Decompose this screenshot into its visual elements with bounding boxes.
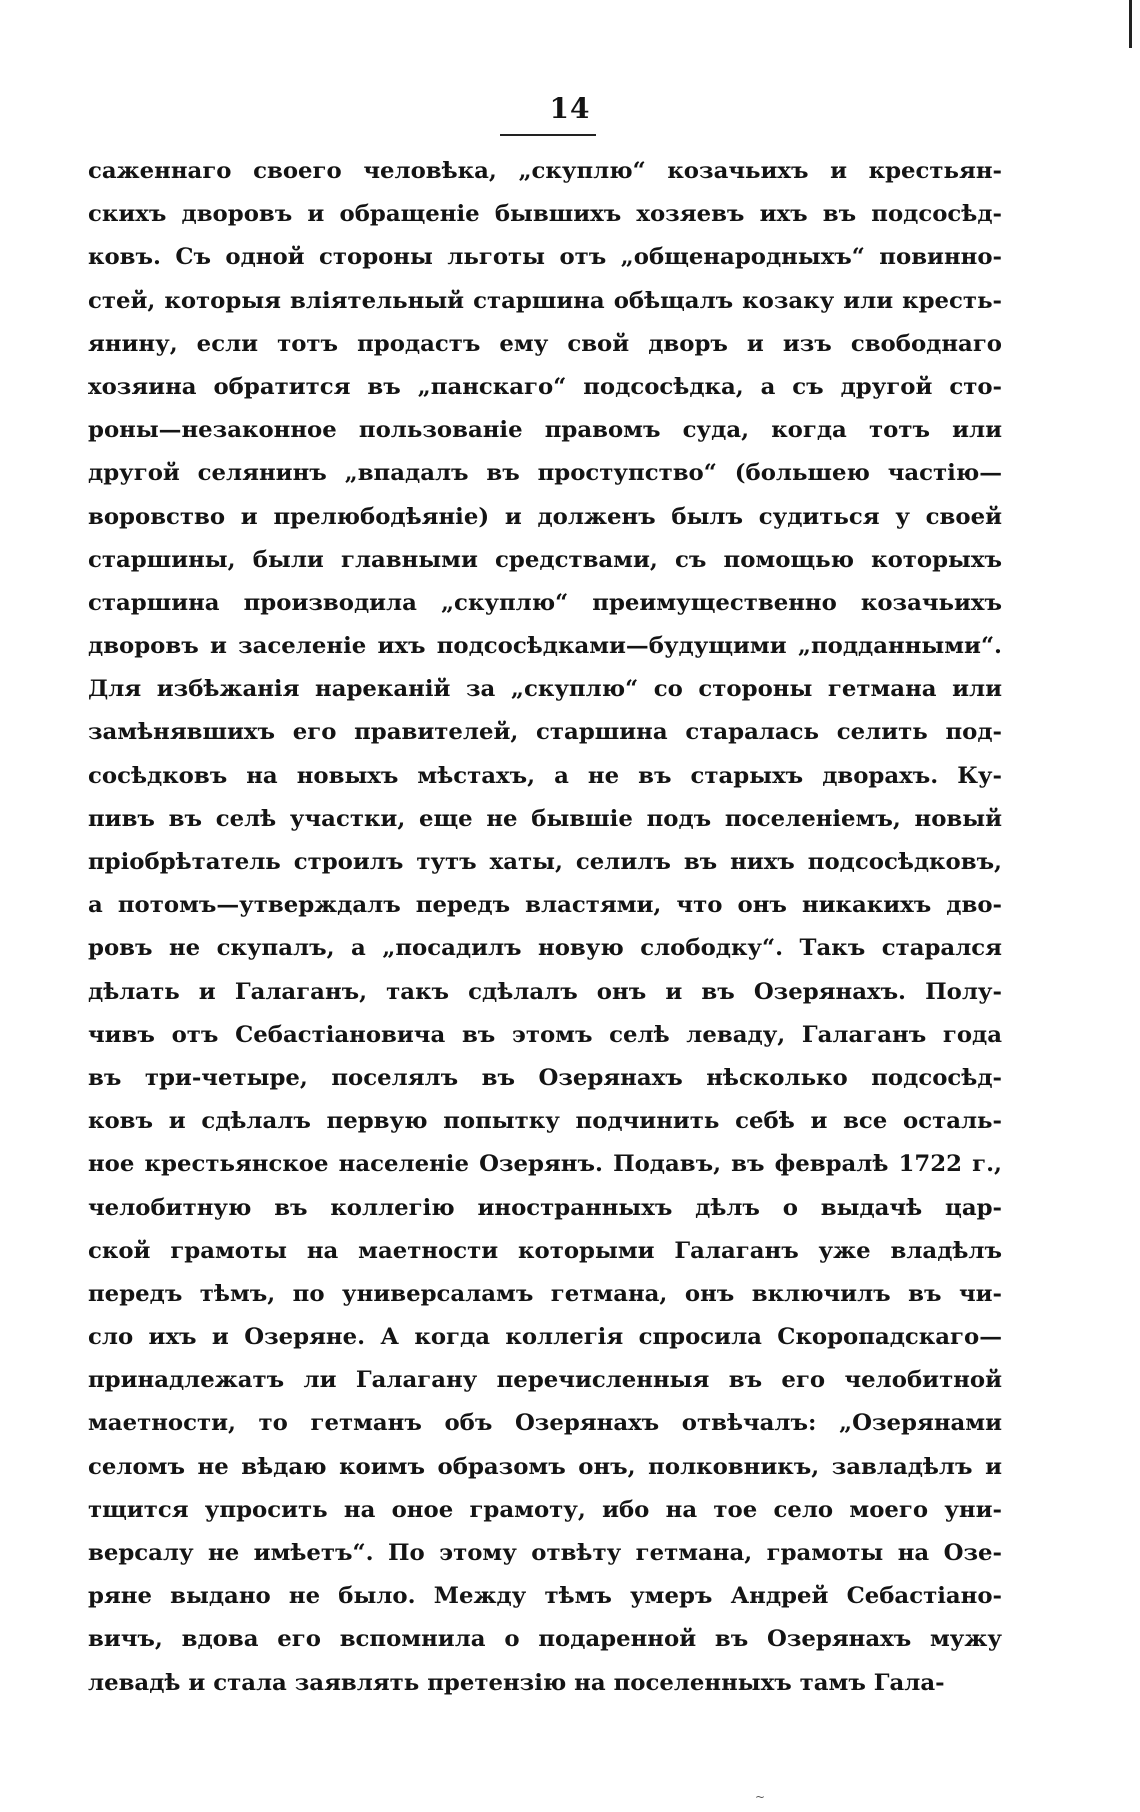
text-line: ковъ и сдѣлалъ первую попытку подчинить себѣ и все осталь- <box>88 1108 1002 1135</box>
text-line: чивъ отъ Себастіановича въ этомъ селѣ леваду, Галаганъ года <box>88 1021 1002 1048</box>
footer-mark: ~ <box>755 1790 766 1804</box>
text-line: другой селянинъ „впадалъ въ проступство“ (большею частію— <box>88 460 1002 487</box>
text-line: старшина производила „скуплю“ преимущественно козачьихъ <box>88 589 1002 616</box>
page-number-rule <box>500 134 596 136</box>
text-line: передъ тѣмъ, по универсаламъ гетмана, онъ включилъ въ чи- <box>88 1280 1002 1307</box>
text-line: пивъ въ селѣ участки, еще не бывшіе подъ поселеніемъ, новый <box>88 805 1002 832</box>
text-line: версалу не имѣетъ“. По этому отвѣту гетмана, грамоты на Озе- <box>88 1540 1002 1566</box>
text-line: хозяина обратится въ „панскаго“ подсосѣдка, а съ другой сто- <box>88 373 1002 400</box>
text-line: ное крестьянское населеніе Озерянъ. Подавъ, въ февралѣ 1722 г., <box>88 1151 1002 1178</box>
text-line: а потомъ—утверждалъ передъ властями, что онъ никакихъ дво- <box>88 892 1002 919</box>
text-line: сосѣдковъ на новыхъ мѣстахъ, а не въ старыхъ дворахъ. Ку- <box>88 762 1002 789</box>
text-line: левадѣ и стала заявлять претензію на поселенныхъ тамъ Гала- <box>88 1669 945 1696</box>
text-line: дѣлать и Галаганъ, такъ сдѣлалъ онъ и въ Озерянахъ. Полу- <box>88 978 1002 1005</box>
body-text <box>88 150 1002 1705</box>
text-line: челобитную въ коллегію иностранныхъ дѣлъ о выдачѣ цар- <box>88 1194 1002 1221</box>
text-line: замѣнявшихъ его правителей, старшина старалась селить под- <box>88 719 1002 746</box>
page-number: 14 <box>549 92 591 125</box>
text-line: роны—незаконное пользованіе правомъ суда, когда тотъ или <box>88 417 1002 444</box>
text-line: тщится упросить на оное грамоту, ибо на тое село моего уни- <box>88 1496 1002 1523</box>
text-line: саженнаго своего человѣка, „скуплю“ козачьихъ и крестьян- <box>88 158 1002 184</box>
text-line: скихъ дворовъ и обращеніе бывшихъ хозяевъ ихъ въ подсосѣд- <box>88 201 1002 228</box>
text-line: стей, которыя вліятельный старшина обѣщалъ козаку или кресть- <box>88 287 1002 314</box>
text-line: въ три-четыре, поселялъ въ Озерянахъ нѣсколько подсосѣд- <box>88 1064 1002 1091</box>
page-edge-mark <box>1129 0 1132 48</box>
text-line: Для избѣжанія нареканій за „скуплю“ со стороны гетмана или <box>88 676 1002 703</box>
text-line: ской грамоты на маетности которыми Галаганъ уже владѣлъ <box>88 1237 1002 1264</box>
text-line: старшины, были главными средствами, съ помощью которыхъ <box>88 546 1002 573</box>
text-line: дворовъ и заселеніе ихъ подсосѣдками—будущими „подданными“. <box>88 633 1002 660</box>
text-line: ровъ не скупалъ, а „посадилъ новую слободку“. Такъ старался <box>88 935 1002 962</box>
text-line: янину, если тотъ продастъ ему свой дворъ и изъ свободнаго <box>88 330 1002 357</box>
text-line: ряне выдано не было. Между тѣмъ умеръ Андрей Себастіано- <box>88 1583 1002 1610</box>
text-line: ковъ. Съ одной стороны льготы отъ „общенародныхъ“ повинно- <box>88 244 1002 271</box>
text-line: селомъ не вѣдаю коимъ образомъ онъ, полковникъ, завладѣлъ и <box>88 1453 1002 1480</box>
text-line: маетности, то гетманъ объ Озерянахъ отвѣчалъ: „Озерянами <box>88 1410 1002 1437</box>
text-line: пріобрѣтатель строилъ тутъ хаты, селилъ въ нихъ подсосѣдковъ, <box>88 849 1002 875</box>
text-line: вичъ, вдова его вспомнила о подаренной въ Озерянахъ мужу <box>88 1626 1002 1653</box>
text-line: принадлежатъ ли Галагану перечисленныя въ его челобитной <box>88 1367 1002 1394</box>
text-line: воровство и прелюбодѣяніе) и долженъ былъ судиться у своей <box>88 503 1002 530</box>
text-line: сло ихъ и Озеряне. А когда коллегія спросила Скоропадскаго— <box>88 1324 1002 1351</box>
